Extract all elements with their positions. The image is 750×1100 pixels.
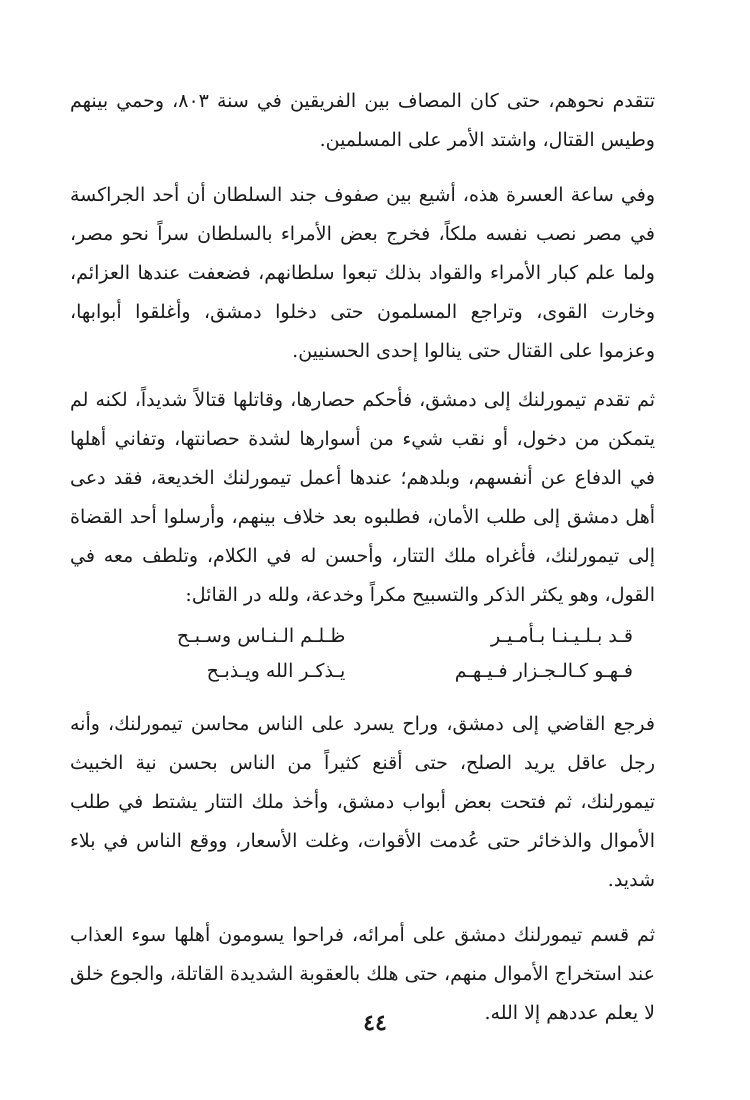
paragraph-3: ثم تقدم تيمورلنك إلى دمشق، فأحكم حصارها، وقاتلها قتالاً شديداً، لكنه لم يتمكن من دخول، أو نقب شيء من أسوارها لشدة حصانتها، وتفاني أهلها في الدفاع عن أنفسهم، وبلدهم؛ عندها أعمل تيمورلنك الخديعة، فقد دعى أهل دمشق إلى طلب الأمان، فطلبوه بعد خلاف بينهم، وأرسلوا أحد القضاة إلى تيمورلنك، فأغراه ملك التتار، وأحسن له في الكلام، وتلطف معه في القول، وهو يكثر الذكر والتسبيح مكراً وخدعة، ولله در القائل:: [70, 389, 655, 606]
poem-hemistich-first: قـد بـلـيـنـا بـأمـيـر: [491, 625, 633, 647]
page-number: ٤٤: [363, 1010, 387, 1036]
poem-hemistich-second: ظـلـم الـنـاس وسـبـح: [176, 625, 346, 647]
paragraph-4: فرجع القاضي إلى دمشق، وراح يسرد على الناس محاسن تيمورلنك، وأنه رجل عاقل يريد الصلح، حتى أقنع كثيراً من الناس بحسن نية الخبيث تيمورلنك، ثم فتحت بعض أبواب دمشق، وأخذ ملك التتار يشتط في طلب الأموال والذخائر حتى عُدمت الأقوات، وغلت الأسعار، ووقع الناس في بلاء شديد.: [70, 713, 655, 891]
poem-verse: [70, 619, 655, 654]
poem: [70, 619, 655, 689]
page-body: [70, 82, 655, 1033]
paragraph-5: ثم قسم تيمورلنك دمشق على أمرائه، فراحوا يسومون أهلها سوء العذاب عند استخراج الأموال منهم، حتى هلك بالعقوبة الشديدة القاتلة، والجوع خلق لا يعلم عددهم إلا الله.: [70, 924, 655, 1024]
paragraph-1: تتقدم نحوهم، حتى كان المصاف بين الفريقين في سنة ٨٠٣، وحمي بينهم وطيس القتال، واشتد الأمر على المسلمين.: [70, 90, 655, 151]
poem-hemistich-first: فـهـو كـالـجـزار فـيـهـم: [454, 660, 633, 682]
paragraph-2: وفي ساعة العسرة هذه، أشيع بين صفوف جند السلطان أن أحد الجراكسة في مصر نصب نفسه ملكاً، فخرج بعض الأمراء بالسلطان سراً نحو مصر، ولما علم كبار الأمراء والقواد بذلك تبعوا سلطانهم، فضعفت عندها العزائم، وخارت القوى، وتراجع المسلمون حتى دخلوا دمشق، وأغلقوا أبوابها، وعزموا على القتال حتى ينالوا إحدى الحسنيين.: [70, 184, 655, 362]
poem-hemistich-second: يـذكـر الله ويـذبـح: [206, 660, 346, 682]
poem-verse: [70, 654, 655, 689]
